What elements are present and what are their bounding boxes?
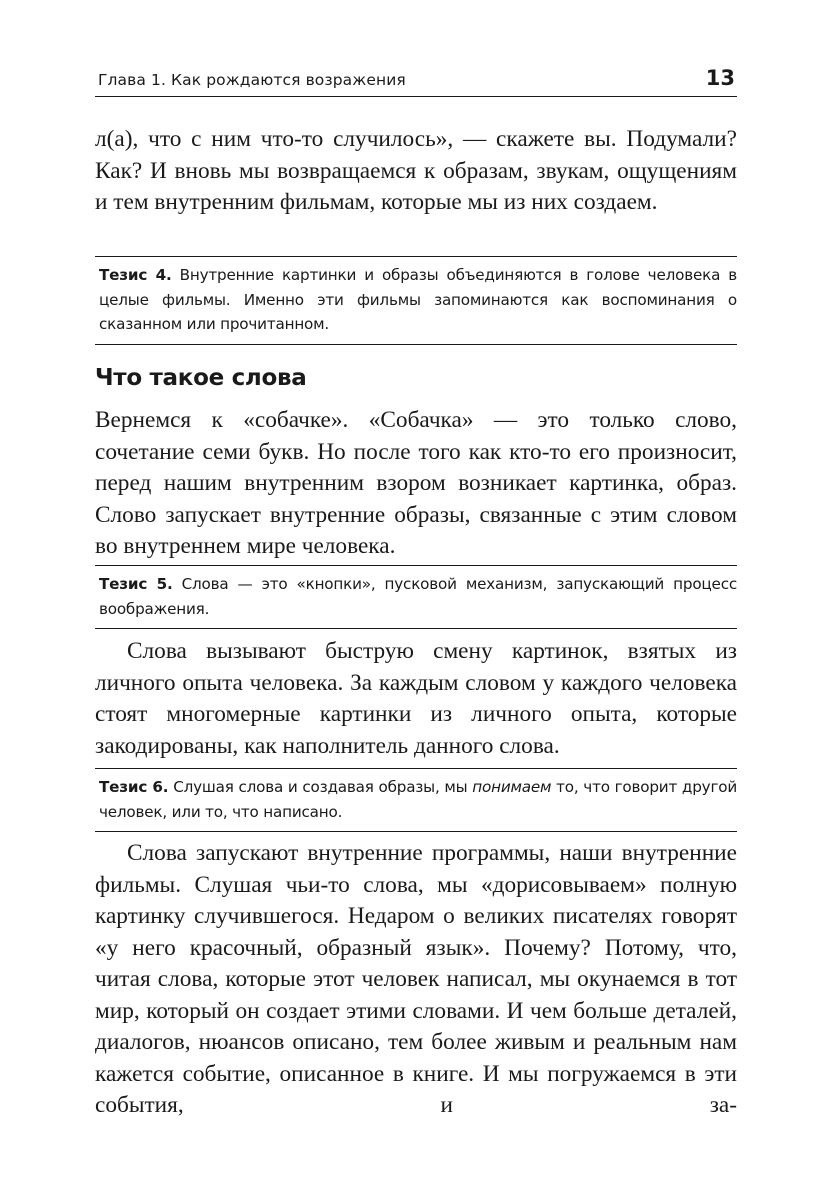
paragraph-text: Слова вызывают быструю смену картинок, взятых из личного опыта человека. За каждым словом у каждого человека стоят многомерные картинки из личного опыта, которые закодированы, как наполнитель данного слова. xyxy=(95,638,737,759)
thesis-4-text xyxy=(99,263,737,337)
thesis-6-emphasis: понимаем xyxy=(472,778,552,796)
running-header xyxy=(95,66,737,97)
paragraph-1 xyxy=(95,124,737,219)
thesis-4-body: Внутренние картинки и образы объединяются в голове человека в целые фильмы. Именно эти фильмы запоминаются как воспоминания о сказанном или прочитанном. xyxy=(99,266,737,333)
paragraph-text: Слова запускают внутренние программы, наши внутренние фильмы. Слушая чьи-то слова, мы «дорисовываем» полную картинку случившегося. Недаром о великих писателях говорят «у него красочный, образный язык». Почему? Потому, что, читая слова, которые этот человек написал, мы окунаемся в тот мир, который он создает этими словами. И чем больше деталей, диалогов, нюансов описано, тем более живым и реальным нам кажется событие, описанное в книге. И мы погружаемся в эти события, и за- xyxy=(95,840,737,1118)
thesis-6-body-end: то, что говорит другой человек, или то, что написано. xyxy=(99,778,738,821)
chapter-title: Глава 1. Как рождаются возражения xyxy=(98,71,406,89)
thesis-6-text xyxy=(99,775,737,824)
paragraph-2 xyxy=(95,405,737,563)
thesis-5-text xyxy=(99,572,737,621)
paragraph-text: Вернемся к «собачке». «Собачка» — это только слово, сочетание семи букв. Но после того как кто-то его произносит, перед нашим внутренним взором возникает картинка, образ. Слово запускает внутренние образы, связанные с этим словом во внутреннем мире человека. xyxy=(95,407,737,559)
page-number: 13 xyxy=(705,66,735,90)
paragraph-4 xyxy=(95,838,737,1122)
thesis-6-box xyxy=(95,768,737,832)
thesis-6-label: Тезис 6. xyxy=(99,778,169,796)
thesis-6-body-start: Слушая слова и создавая образы, мы xyxy=(173,778,468,796)
thesis-5-box xyxy=(95,565,737,629)
section-heading: Что такое слова xyxy=(95,365,307,391)
thesis-4-label: Тезис 4. xyxy=(99,266,172,284)
thesis-5-label: Тезис 5. xyxy=(99,575,173,593)
thesis-4-box xyxy=(95,256,737,345)
thesis-5-body: Слова — это «кнопки», пусковой механизм, запускающий процесс воображения. xyxy=(99,575,737,618)
paragraph-text: л(а), что с ним что-то случилось», — скажете вы. Подумали? Как? И вновь мы возвращаемся к образам, звукам, ощущениям и тем внутренним фильмам, которые мы из них создаем. xyxy=(95,126,737,215)
paragraph-3 xyxy=(95,636,737,762)
